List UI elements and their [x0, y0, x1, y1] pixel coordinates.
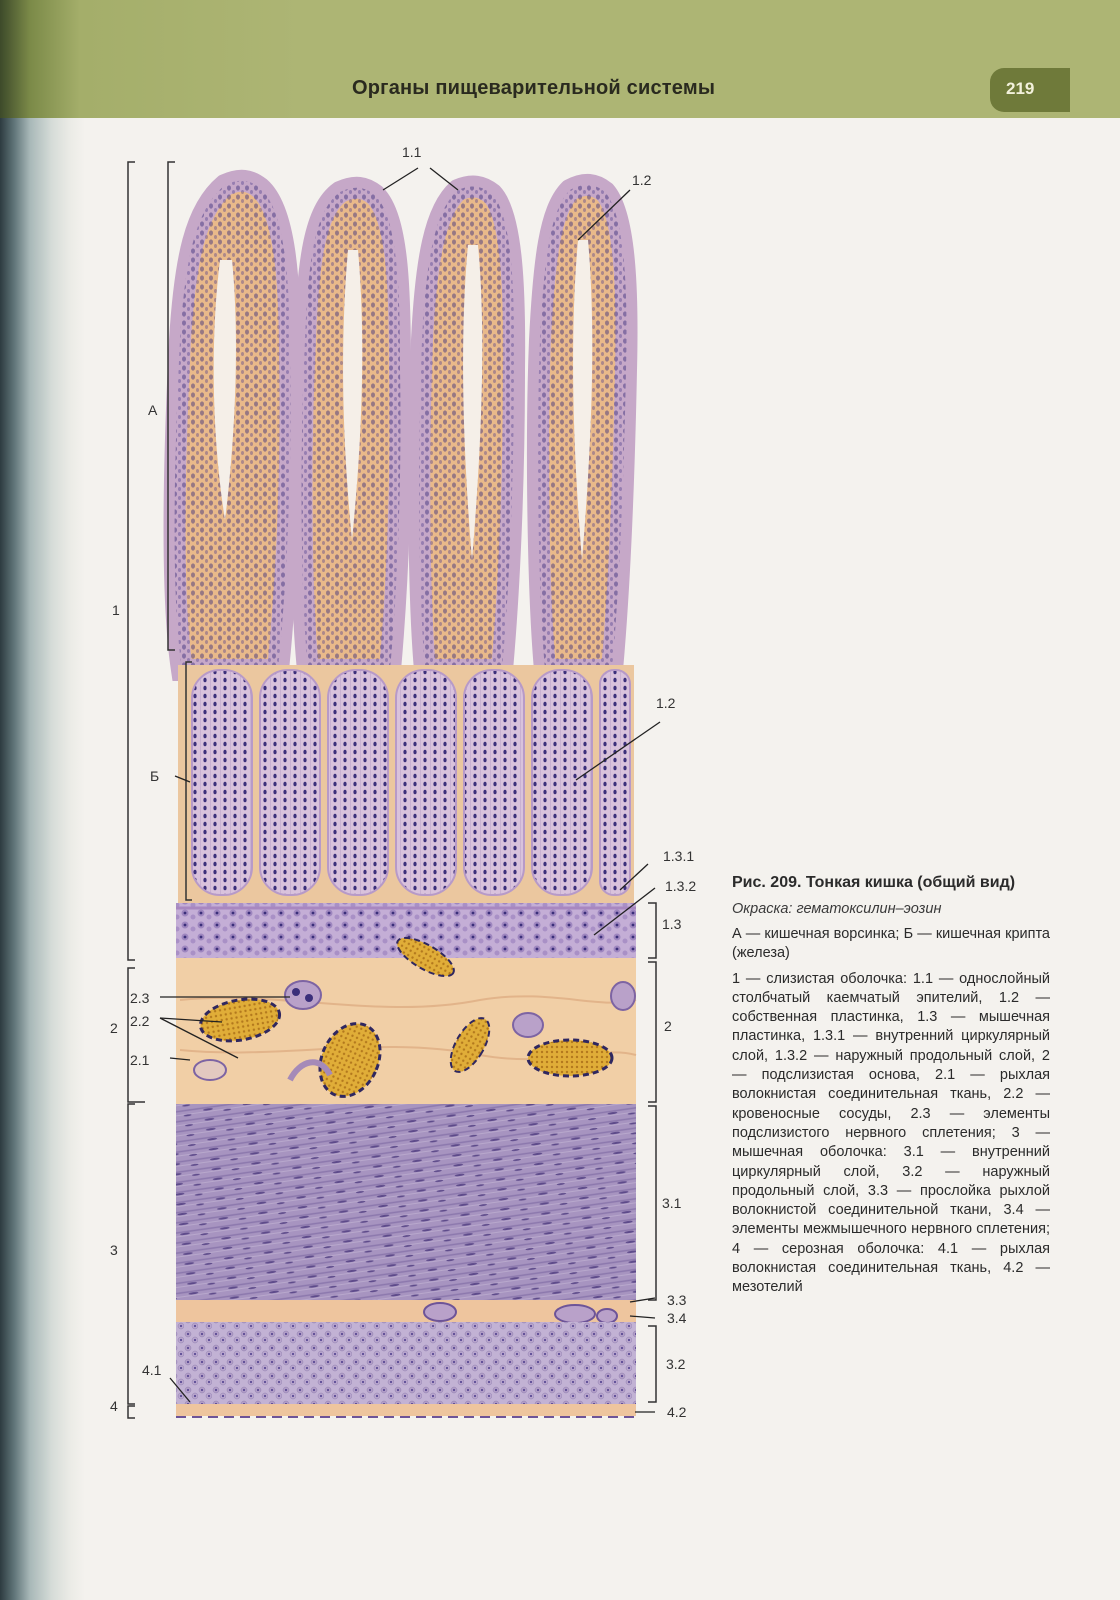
outer-longitudinal-muscle	[176, 1322, 636, 1404]
label-4-2: 4.2	[667, 1404, 687, 1420]
caption-stain: Окраска: гематоксилин–эозин	[732, 901, 942, 917]
caption-legend-letters: А — кишечная ворсинка; Б — кишечная крипта (железа)	[732, 926, 1050, 962]
page-number: 219	[1006, 79, 1035, 98]
label-2-right: 2	[664, 1018, 672, 1034]
label-B: Б	[150, 768, 160, 784]
section-title: Органы пищеварительной системы	[352, 77, 716, 99]
page-header	[0, 0, 1120, 118]
caption-title: Рис. 209. Тонкая кишка (общий вид)	[732, 874, 1016, 891]
label-2-left: 2	[110, 1020, 118, 1036]
histology-figure	[100, 140, 720, 1440]
label-3-4: 3.4	[667, 1310, 687, 1326]
label-3-2: 3.2	[666, 1356, 686, 1372]
label-A: А	[148, 402, 158, 418]
label-4-1: 4.1	[142, 1362, 162, 1378]
label-1-3-1: 1.3.1	[663, 848, 695, 864]
figure-caption	[732, 872, 1050, 1304]
label-1-3: 1.3	[662, 916, 682, 932]
serosa	[176, 1404, 636, 1416]
caption-legend-numbers: 1 — слизистая оболочка: 1.1 — однослойный столбчатый каемчатый эпителий, 1.2 — собственная пластинка, 1.3 — мышечная пластинка, 1.3.1 — внутренний циркулярный слой, 1.3.2 — наружный продольный слой, 2 — подслизистая основа, 2.1 — рыхлая волокнистая соединительная ткань, 2.2 — кровеносные сосуды, 2.3 — элементы подслизистого нервного сплетения; 3 — мышечная оболочка: 3.1 — внутренний циркулярный слой, 3.2 — наружный продольный слой, 3.3 — прослойка рыхлой волокнистой соединительной ткани, 3.4 — элементы межмышечного нервного сплетения; 4 — серозная оболочка: 4.1 — рыхлая волокнистая соединительная ткань, 4.2 — мезотелий	[732, 970, 1050, 1296]
label-1-2-top: 1.2	[632, 172, 652, 188]
crypts-group	[178, 665, 634, 905]
label-1-1: 1.1	[402, 144, 422, 160]
label-1: 1	[112, 602, 120, 618]
inner-circular-muscle	[176, 1104, 636, 1304]
small-intestine-illustration	[100, 140, 720, 1440]
submucous-plexus-ganglion	[285, 981, 321, 1009]
label-3: 3	[110, 1242, 118, 1258]
label-1-3-2: 1.3.2	[665, 878, 697, 894]
label-2-2: 2.2	[130, 1013, 150, 1029]
villi-group	[175, 181, 627, 670]
book-binding-shadow	[0, 0, 85, 1600]
label-3-3: 3.3	[667, 1292, 687, 1308]
label-4: 4	[110, 1398, 118, 1414]
label-2-1: 2.1	[130, 1052, 150, 1068]
label-1-2-mid: 1.2	[656, 695, 676, 711]
label-2-3: 2.3	[130, 990, 150, 1006]
label-3-1: 3.1	[662, 1195, 682, 1211]
